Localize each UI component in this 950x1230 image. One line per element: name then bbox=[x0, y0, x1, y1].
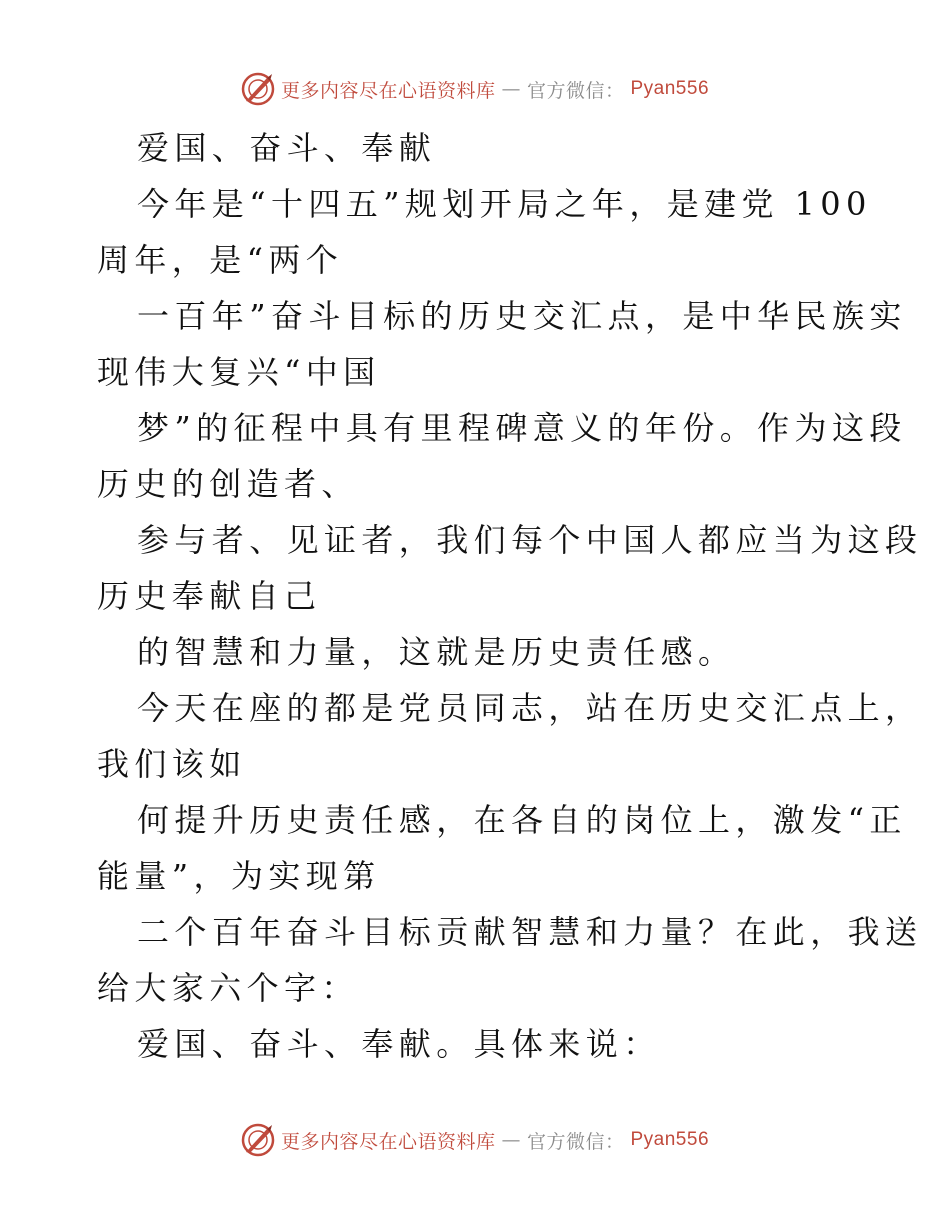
watermark-wechat-id: Pyan556 bbox=[630, 78, 710, 99]
footer-watermark bbox=[0, 1123, 950, 1157]
text-line: 给大家六个字： bbox=[97, 969, 359, 1007]
text-line: 爱国、奋斗、奉献 bbox=[137, 129, 437, 167]
text-line: 二个百年奋斗目标贡献智慧和力量？在此，我送 bbox=[137, 913, 923, 951]
header-watermark bbox=[0, 72, 950, 106]
text-line: 爱国、奋斗、奉献。具体来说： bbox=[137, 1025, 661, 1063]
quill-logo-icon bbox=[241, 1123, 275, 1157]
watermark-official-label: 官方微信： bbox=[526, 1130, 625, 1153]
watermark-wechat-id: Pyan556 bbox=[630, 1129, 710, 1150]
quill-logo-icon bbox=[241, 72, 275, 106]
text-line: 能量”，为实现第 bbox=[97, 857, 381, 895]
text-line: 一百年”奋斗目标的历史交汇点，是中华民族实 bbox=[137, 297, 907, 335]
text-line: 历史奉献自己 bbox=[97, 577, 322, 615]
text-line: 参与者、见证者，我们每个中国人都应当为这段 bbox=[137, 521, 923, 559]
text-line: 现伟大复兴“中国 bbox=[97, 353, 381, 391]
text-line: 周年，是“两个 bbox=[97, 241, 344, 279]
document-body bbox=[97, 120, 923, 1072]
watermark-title: 更多内容尽在心语资料库 bbox=[280, 1130, 496, 1153]
watermark-separator: — bbox=[501, 78, 521, 100]
text-line: 今天在座的都是党员同志，站在历史交汇点上， bbox=[137, 689, 923, 727]
text-line: 的智慧和力量，这就是历史责任感。 bbox=[137, 633, 736, 671]
text-line: 今年是“十四五”规划开局之年，是建党 100 bbox=[137, 185, 872, 223]
text-line: 何提升历史责任感，在各自的岗位上，激发“正 bbox=[137, 801, 907, 839]
watermark-title: 更多内容尽在心语资料库 bbox=[280, 79, 496, 102]
text-line: 我们该如 bbox=[97, 745, 247, 783]
text-line: 梦”的征程中具有里程碑意义的年份。作为这段 bbox=[137, 409, 907, 447]
watermark-official-label: 官方微信： bbox=[526, 79, 625, 102]
watermark-separator: — bbox=[501, 1129, 521, 1151]
text-line: 历史的创造者、 bbox=[97, 465, 359, 503]
